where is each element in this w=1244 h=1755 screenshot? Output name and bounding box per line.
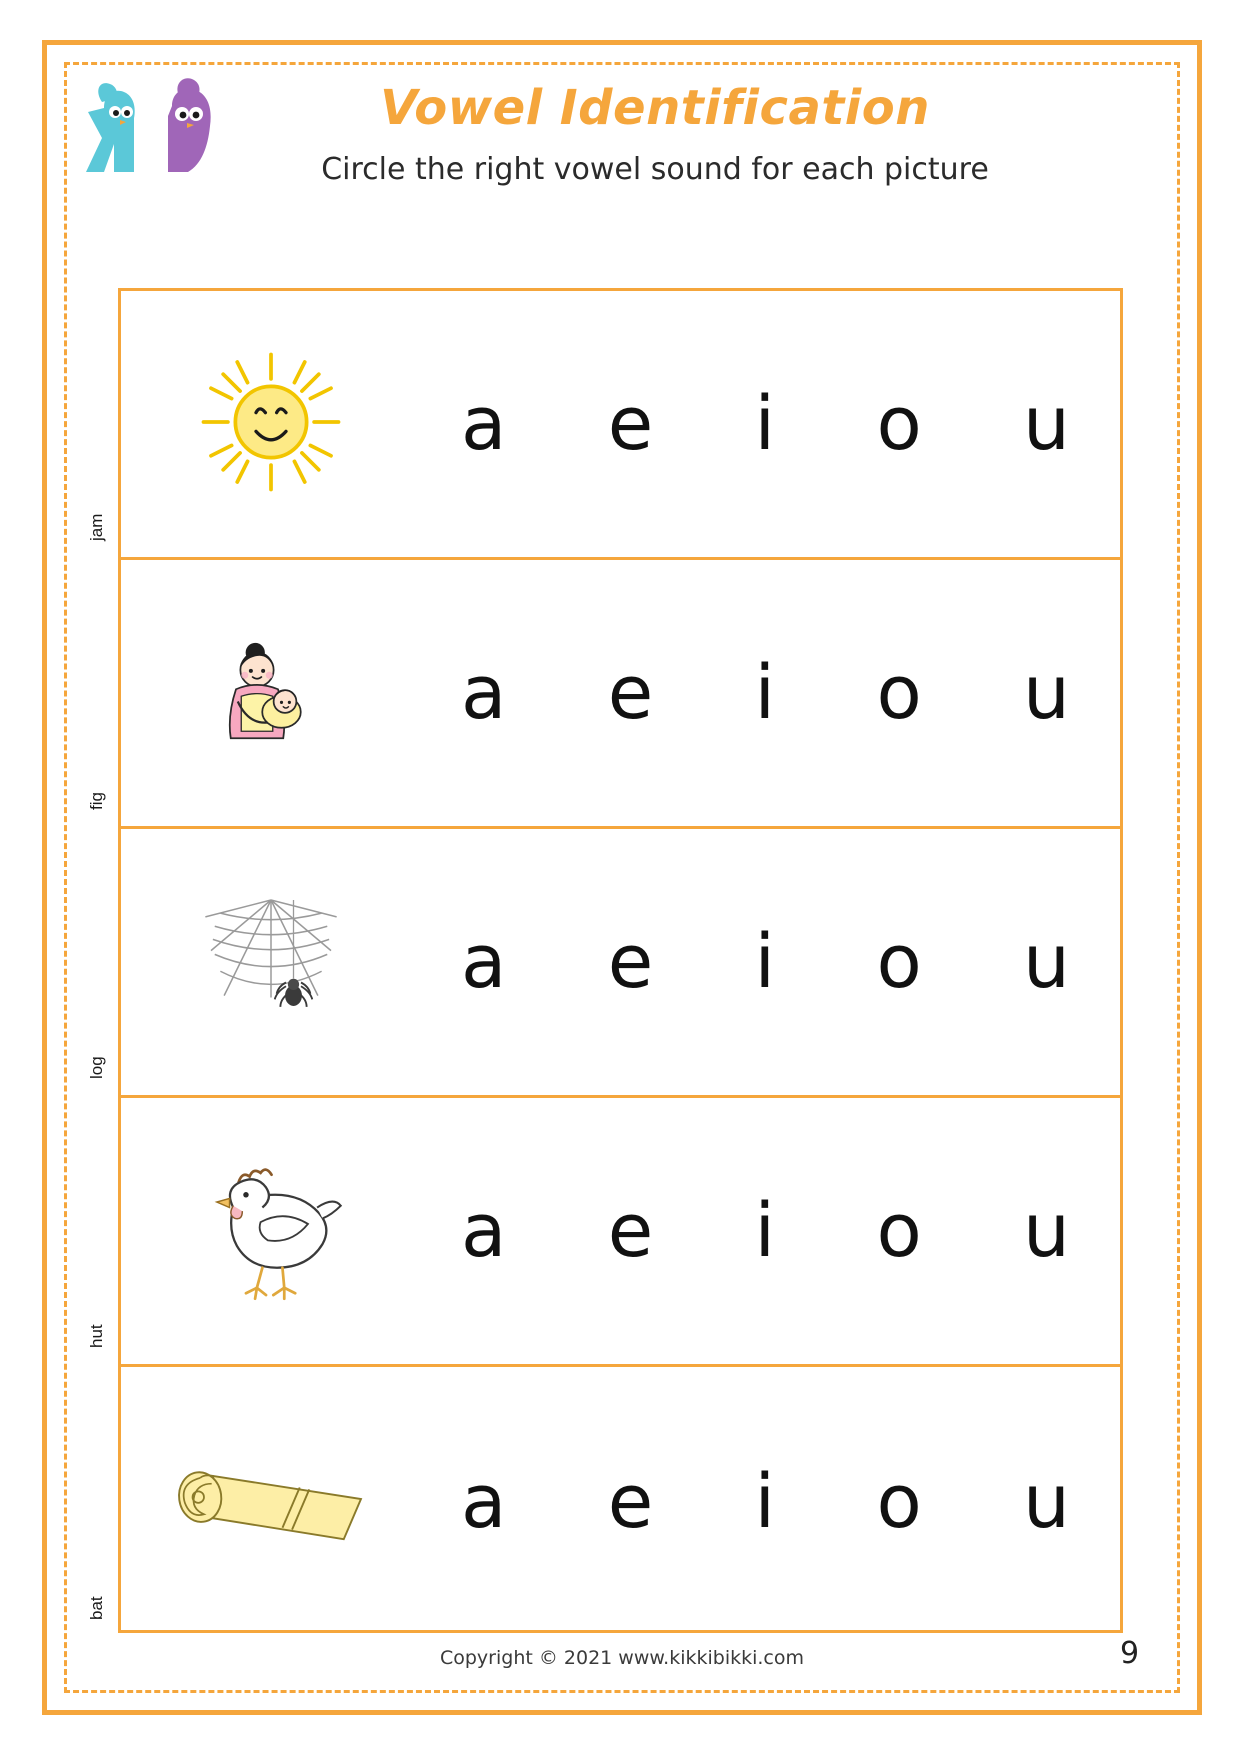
- table-row: [87, 829, 1120, 1098]
- vowel-option-e[interactable]: e: [607, 650, 654, 736]
- vowel-option-e[interactable]: e: [607, 919, 654, 1005]
- vowel-option-o[interactable]: o: [876, 1458, 922, 1545]
- picture-cell: [121, 1098, 421, 1364]
- vowel-option-u[interactable]: u: [1023, 381, 1070, 467]
- row-label: log: [87, 1056, 106, 1079]
- picture-cell: [121, 829, 421, 1095]
- vowel-option-u[interactable]: u: [1023, 919, 1070, 1005]
- vowel-option-e[interactable]: e: [607, 1458, 654, 1545]
- vowel-option-i[interactable]: i: [754, 919, 776, 1005]
- page-number: 9: [1120, 1636, 1140, 1671]
- table-row: [87, 1367, 1120, 1636]
- vowel-option-i[interactable]: i: [754, 650, 776, 736]
- row-label: fig: [87, 792, 106, 810]
- copyright-text: Copyright © 2021 www.kikkibikki.com: [439, 1647, 805, 1669]
- vowel-options: [421, 650, 1120, 736]
- vowel-option-e[interactable]: e: [607, 1188, 654, 1274]
- worksheet-header: [260, 80, 1050, 188]
- vowel-option-u[interactable]: u: [1023, 650, 1070, 736]
- vowel-option-o[interactable]: o: [876, 381, 922, 467]
- table-row: [87, 560, 1120, 829]
- page-subtitle: Circle the right vowel sound for each picture: [321, 151, 989, 187]
- vowel-option-a[interactable]: a: [461, 919, 507, 1005]
- vowel-option-a[interactable]: a: [461, 1458, 507, 1545]
- vowel-option-a[interactable]: a: [461, 650, 507, 736]
- vowel-option-u[interactable]: u: [1023, 1188, 1070, 1274]
- picture-cell: [121, 291, 421, 557]
- vowel-option-o[interactable]: o: [876, 1188, 922, 1274]
- vowel-option-a[interactable]: a: [461, 1188, 507, 1274]
- worksheet-table: [87, 288, 1123, 1633]
- sun-icon: [196, 347, 346, 502]
- mat-icon: [156, 1432, 386, 1571]
- page-title: Vowel Identification: [380, 80, 930, 136]
- hen-icon: [189, 1151, 354, 1311]
- vowel-options: [421, 381, 1120, 467]
- row-label: bat: [87, 1596, 106, 1620]
- spider-web-icon: [196, 885, 346, 1040]
- vowel-options: [421, 1458, 1120, 1545]
- picture-cell: [121, 1367, 421, 1636]
- vowel-option-i[interactable]: i: [754, 1188, 776, 1274]
- picture-cell: [121, 560, 421, 826]
- vowel-option-e[interactable]: e: [607, 381, 654, 467]
- row-label: hut: [87, 1324, 106, 1348]
- vowel-option-u[interactable]: u: [1023, 1458, 1070, 1545]
- vowel-options: [421, 1188, 1120, 1274]
- vowel-options: [421, 919, 1120, 1005]
- table-row: [87, 1098, 1120, 1367]
- row-label: jam: [87, 513, 106, 541]
- vowel-option-o[interactable]: o: [876, 650, 922, 736]
- vowel-option-o[interactable]: o: [876, 919, 922, 1005]
- kikkibikki-logo: [84, 72, 244, 197]
- vowel-option-a[interactable]: a: [461, 381, 507, 467]
- table-row: [87, 291, 1120, 560]
- vowel-option-i[interactable]: i: [754, 1458, 776, 1545]
- vowel-option-i[interactable]: i: [754, 381, 776, 467]
- mother-baby-icon: [201, 621, 341, 766]
